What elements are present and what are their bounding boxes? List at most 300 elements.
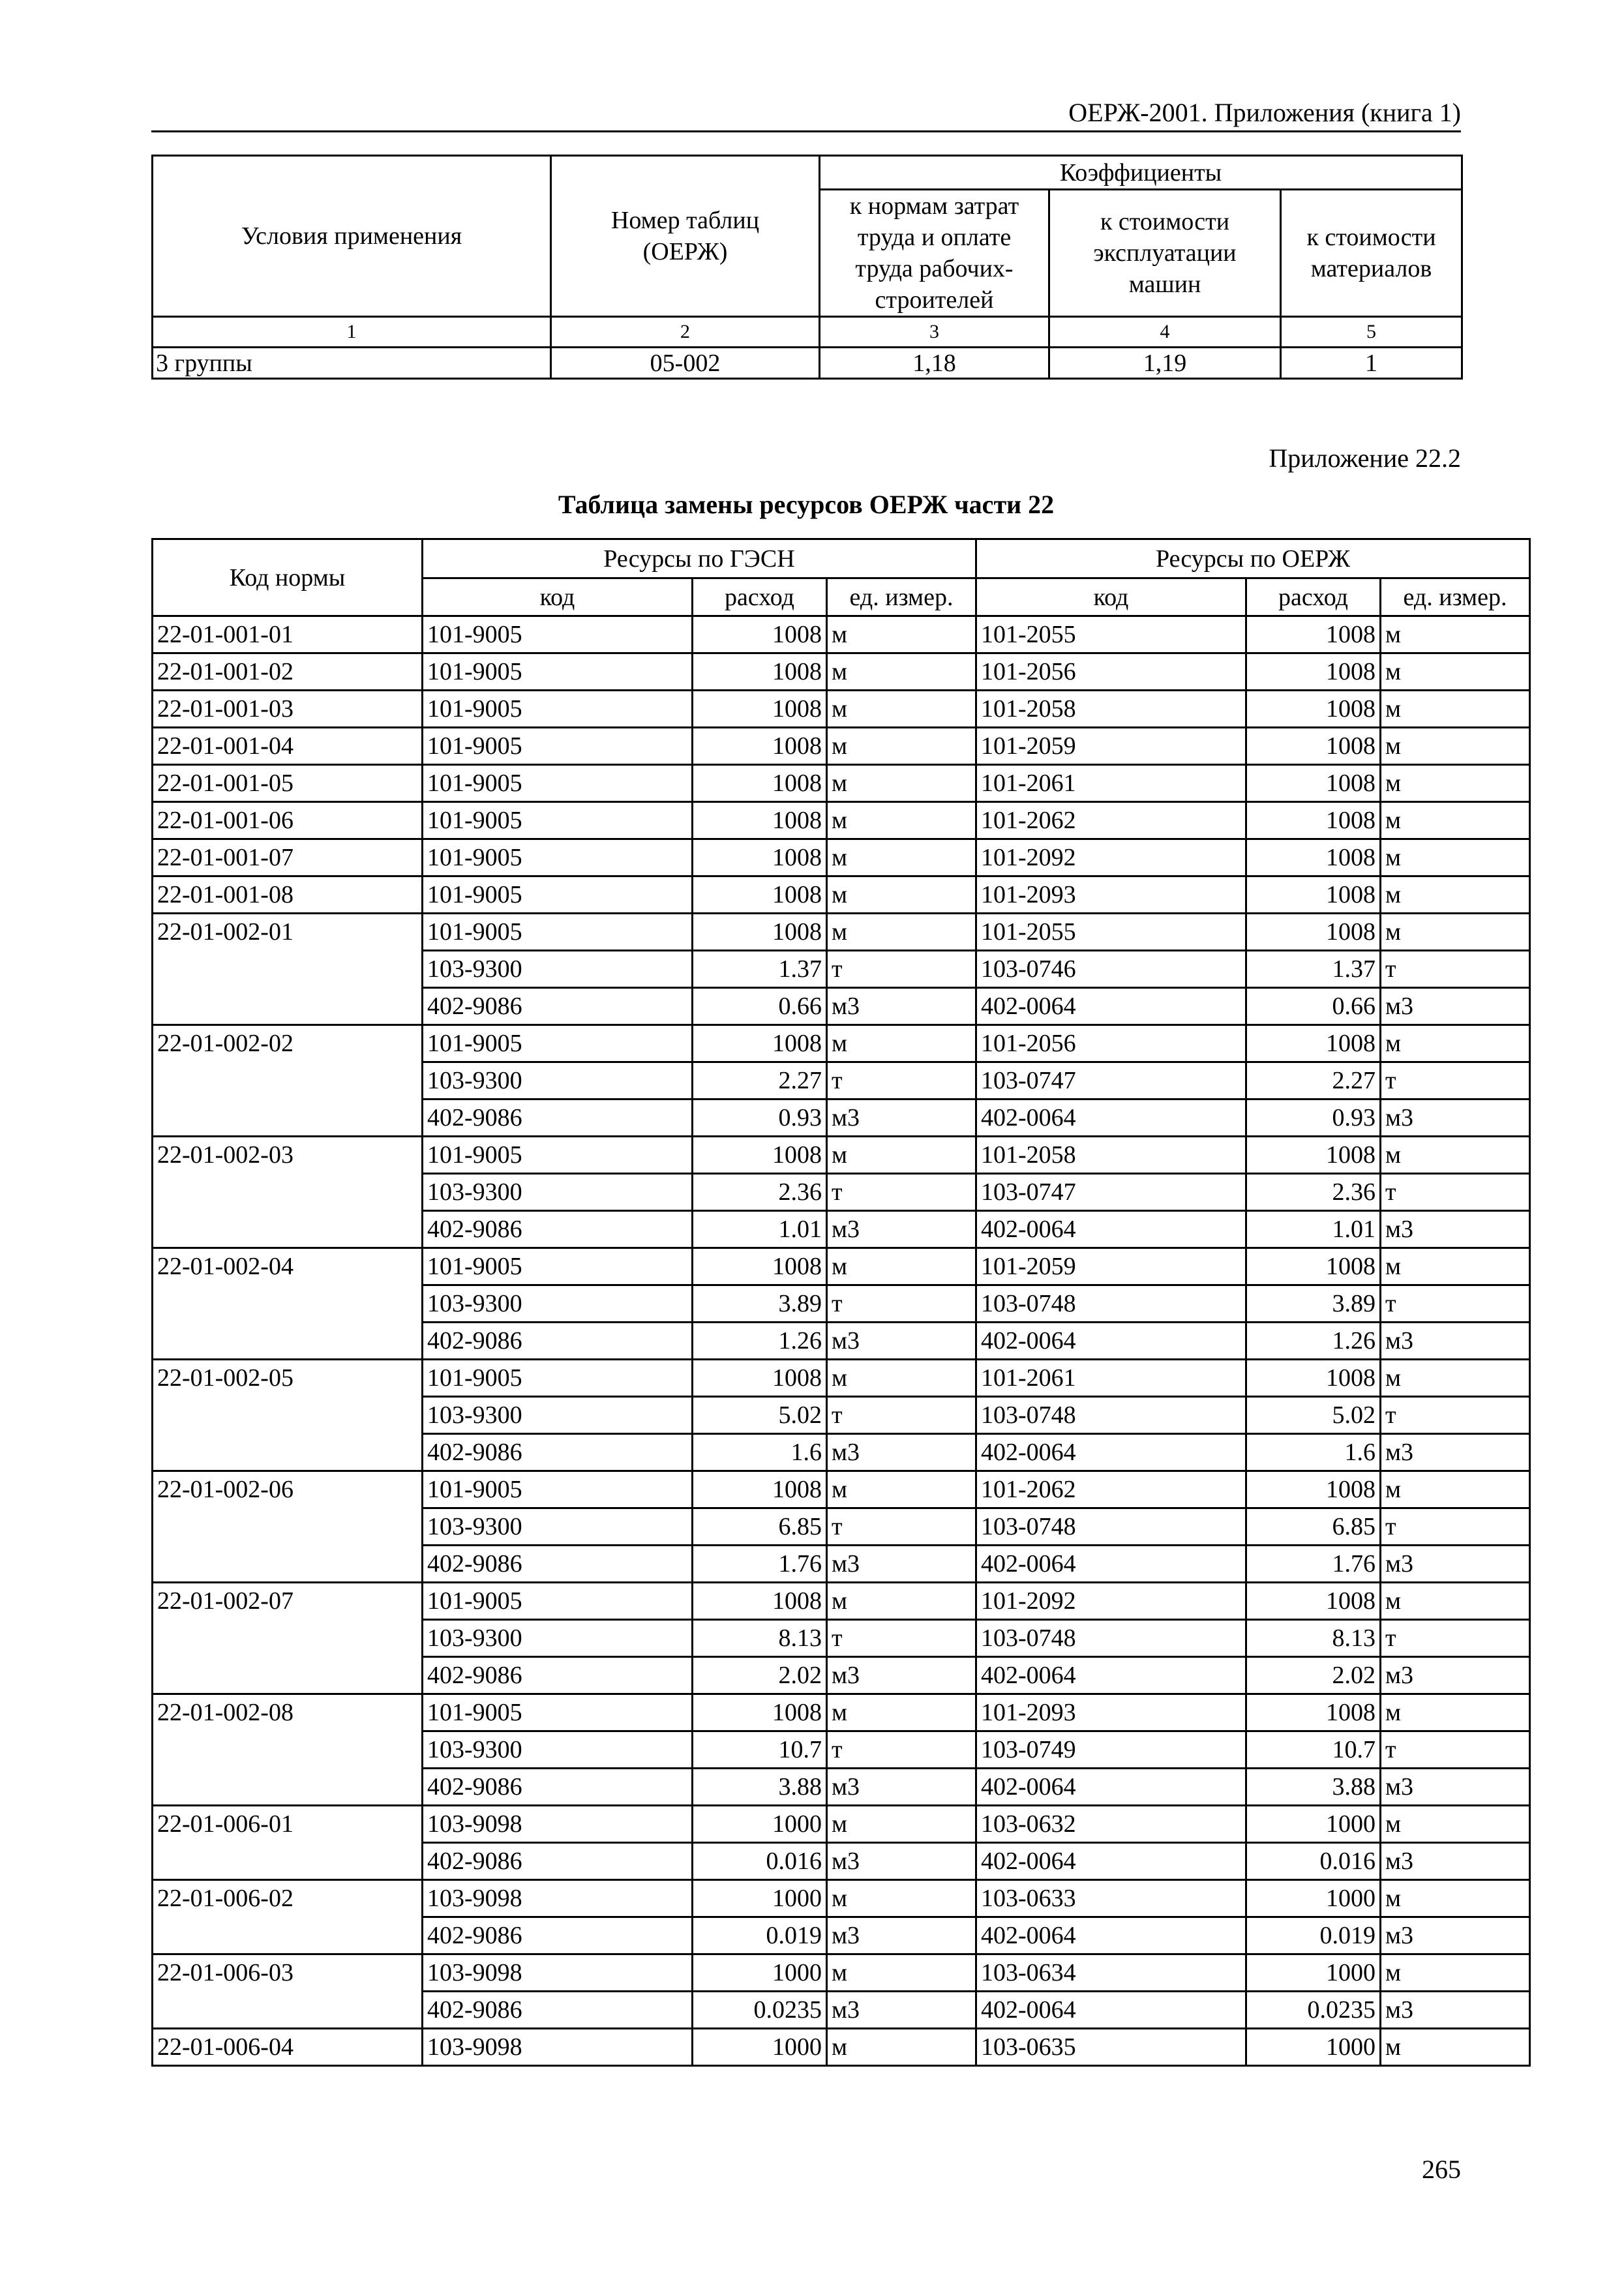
oerzh-rate-cell: 1008 — [1246, 1025, 1381, 1062]
norm-code-cell: 22-01-002-06 — [153, 1471, 423, 1583]
gesn-unit-cell: м3 — [827, 1992, 976, 2029]
oerzh-rate-cell: 1008 — [1246, 765, 1381, 802]
gesn-rate-cell: 1008 — [693, 1471, 827, 1508]
oerzh-unit-cell: т — [1381, 1508, 1530, 1546]
table-row — [153, 1248, 1530, 1285]
oerzh-rate-cell: 3.88 — [1246, 1769, 1381, 1806]
oerzh-rate-cell: 1008 — [1246, 1248, 1381, 1285]
gesn-rate-cell: 0.93 — [693, 1100, 827, 1137]
oerzh-rate-cell: 1008 — [1246, 876, 1381, 914]
table-row — [153, 839, 1530, 876]
gesn-rate-cell: 0.016 — [693, 1843, 827, 1880]
table-row — [153, 1471, 1530, 1508]
oerzh-rate-cell: 2.02 — [1246, 1657, 1381, 1694]
gesn-rate-cell: 1008 — [693, 728, 827, 765]
oerzh-rate-cell: 1008 — [1246, 914, 1381, 951]
table-row — [153, 802, 1530, 839]
gesn-rate-cell: 0.019 — [693, 1917, 827, 1954]
gesn-rate-cell: 1008 — [693, 616, 827, 653]
oerzh-rate-cell: 1000 — [1246, 2029, 1381, 2066]
gesn-unit-cell: м3 — [827, 1434, 976, 1471]
oerzh-unit-cell: м3 — [1381, 1769, 1530, 1806]
oerzh-unit-cell: м — [1381, 728, 1530, 765]
gesn-code-cell: 103-9098 — [423, 1880, 693, 1917]
gesn-code-cell: 402-9086 — [423, 1211, 693, 1248]
col-number: 3 — [820, 317, 1049, 348]
norm-code-cell: 22-01-001-06 — [153, 802, 423, 839]
col-number: 2 — [551, 317, 820, 348]
oerzh-code-cell: 103-0632 — [976, 1806, 1246, 1843]
oerzh-unit-cell: т — [1381, 1062, 1530, 1100]
oerzh-code-cell: 402-0064 — [976, 1434, 1246, 1471]
oerzh-code-cell: 101-2061 — [976, 1360, 1246, 1397]
table-row — [153, 765, 1530, 802]
gesn-unit-cell: т — [827, 951, 976, 988]
gesn-rate-cell: 2.27 — [693, 1062, 827, 1100]
oerzh-unit-cell: м3 — [1381, 1546, 1530, 1583]
oerzh-unit-cell: м — [1381, 653, 1530, 691]
norm-code-cell: 22-01-001-08 — [153, 876, 423, 914]
gesn-code-cell: 103-9300 — [423, 1508, 693, 1546]
oerzh-rate-cell: 2.36 — [1246, 1174, 1381, 1211]
norm-code-cell: 22-01-002-01 — [153, 914, 423, 1025]
gesn-code-cell: 101-9005 — [423, 1137, 693, 1174]
col-conditions-header: Условия применения — [153, 156, 551, 317]
gesn-code-cell: 103-9300 — [423, 1620, 693, 1657]
oerzh-code-cell: 103-0633 — [976, 1880, 1246, 1917]
gesn-rate-cell: 1000 — [693, 1880, 827, 1917]
oerzh-unit-cell: т — [1381, 1620, 1530, 1657]
oerzh-code-cell: 402-0064 — [976, 1546, 1246, 1583]
oerzh-unit-cell: м3 — [1381, 1657, 1530, 1694]
gesn-unit-cell: т — [827, 1731, 976, 1769]
norm-code-cell: 22-01-006-03 — [153, 1954, 423, 2029]
gesn-unit-cell: м — [827, 914, 976, 951]
oerzh-rate-cell: 1008 — [1246, 616, 1381, 653]
table-row — [153, 1954, 1530, 1992]
oerzh-code-cell: 402-0064 — [976, 1843, 1246, 1880]
gesn-code-cell: 402-9086 — [423, 1843, 693, 1880]
oerzh-rate-cell: 3.89 — [1246, 1285, 1381, 1323]
gesn-code-cell: 101-9005 — [423, 914, 693, 951]
norm-code-cell: 22-01-001-02 — [153, 653, 423, 691]
oerzh-unit-cell: м3 — [1381, 1843, 1530, 1880]
oerzh-rate-cell: 1000 — [1246, 1880, 1381, 1917]
table-row — [153, 1137, 1530, 1174]
gesn-rate-cell: 3.88 — [693, 1769, 827, 1806]
oerzh-unit-cell: м — [1381, 1471, 1530, 1508]
oerzh-unit-cell: м — [1381, 802, 1530, 839]
gesn-rate-cell: 3.89 — [693, 1285, 827, 1323]
oerzh-code-cell: 101-2093 — [976, 1694, 1246, 1731]
gesn-rate-cell: 1000 — [693, 1954, 827, 1992]
gesn-code-cell: 402-9086 — [423, 1100, 693, 1137]
oerzh-code-cell: 101-2092 — [976, 1583, 1246, 1620]
oerzh-rate-cell: 0.016 — [1246, 1843, 1381, 1880]
oerzh-rate-cell: 0.66 — [1246, 988, 1381, 1025]
gesn-code-cell: 101-9005 — [423, 1025, 693, 1062]
table-row — [153, 1880, 1530, 1917]
oerzh-unit-cell: м — [1381, 914, 1530, 951]
gesn-rate-cell: 1008 — [693, 1137, 827, 1174]
gesn-code-cell: 101-9005 — [423, 876, 693, 914]
table-row — [153, 1360, 1530, 1397]
gesn-rate-cell: 1008 — [693, 1360, 827, 1397]
oerzh-unit-header: ед. измер. — [1381, 578, 1530, 616]
gesn-unit-cell: м — [827, 765, 976, 802]
oerzh-rate-cell: 2.27 — [1246, 1062, 1381, 1100]
condition-cell: 3 группы — [153, 348, 551, 379]
oerzh-rate-cell: 1.6 — [1246, 1434, 1381, 1471]
oerzh-code-cell: 101-2062 — [976, 802, 1246, 839]
norm-code-cell: 22-01-006-01 — [153, 1806, 423, 1880]
gesn-unit-cell: м — [827, 1137, 976, 1174]
oerzh-rate-cell: 1008 — [1246, 691, 1381, 728]
oerzh-code-cell: 402-0064 — [976, 1992, 1246, 2029]
oerzh-unit-cell: м — [1381, 616, 1530, 653]
oerzh-code-cell: 402-0064 — [976, 988, 1246, 1025]
gesn-code-cell: 103-9300 — [423, 1397, 693, 1434]
oerzh-code-cell: 101-2056 — [976, 653, 1246, 691]
oerzh-code-header: код — [976, 578, 1246, 616]
gesn-code-cell: 101-9005 — [423, 1583, 693, 1620]
oerzh-code-cell: 103-0746 — [976, 951, 1246, 988]
gesn-rate-cell: 1008 — [693, 691, 827, 728]
oerzh-rate-cell: 10.7 — [1246, 1731, 1381, 1769]
gesn-unit-cell: т — [827, 1397, 976, 1434]
oerzh-rate-cell: 5.02 — [1246, 1397, 1381, 1434]
oerzh-rate-cell: 8.13 — [1246, 1620, 1381, 1657]
col-labor-header: к нормам затрат труда и оплате труда рабочих-строителей — [820, 190, 1049, 317]
oerzh-rate-cell: 1008 — [1246, 1137, 1381, 1174]
gesn-unit-cell: м — [827, 1694, 976, 1731]
gesn-code-cell: 103-9098 — [423, 1954, 693, 1992]
oerzh-rate-cell: 1008 — [1246, 728, 1381, 765]
gesn-code-cell: 103-9300 — [423, 1285, 693, 1323]
oerzh-unit-cell: м3 — [1381, 1323, 1530, 1360]
gesn-rate-cell: 8.13 — [693, 1620, 827, 1657]
oerzh-unit-cell: т — [1381, 1731, 1530, 1769]
gesn-code-cell: 103-9300 — [423, 951, 693, 988]
gesn-rate-cell: 1008 — [693, 876, 827, 914]
gesn-unit-cell: м — [827, 1360, 976, 1397]
oerzh-unit-cell: т — [1381, 1285, 1530, 1323]
gesn-unit-cell: м3 — [827, 1917, 976, 1954]
oerzh-unit-cell: м — [1381, 691, 1530, 728]
resource-replacement-table — [151, 538, 1531, 2067]
gesn-rate-cell: 1008 — [693, 765, 827, 802]
gesn-rate-cell: 1.6 — [693, 1434, 827, 1471]
norm-code-cell: 22-01-002-03 — [153, 1137, 423, 1248]
oerzh-code-cell: 103-0635 — [976, 2029, 1246, 2066]
oerzh-unit-cell: м — [1381, 876, 1530, 914]
oerzh-code-cell: 103-0747 — [976, 1062, 1246, 1100]
norm-code-cell: 22-01-001-04 — [153, 728, 423, 765]
gesn-rate-cell: 2.36 — [693, 1174, 827, 1211]
oerzh-code-cell: 103-0749 — [976, 1731, 1246, 1769]
col-materials-header: к стоимости материалов — [1281, 190, 1462, 317]
gesn-unit-cell: т — [827, 1620, 976, 1657]
table-row — [153, 914, 1530, 951]
oerzh-code-cell: 101-2061 — [976, 765, 1246, 802]
table-title: Таблица замены ресурсов ОЕРЖ части 22 — [558, 490, 1055, 519]
gesn-code-cell: 101-9005 — [423, 839, 693, 876]
gesn-unit-cell: м — [827, 2029, 976, 2066]
table-row — [153, 876, 1530, 914]
oerzh-code-cell: 101-2055 — [976, 914, 1246, 951]
gesn-unit-cell: м — [827, 691, 976, 728]
gesn-unit-cell: м3 — [827, 1323, 976, 1360]
gesn-code-header: код — [423, 578, 693, 616]
oerzh-code-cell: 101-2056 — [976, 1025, 1246, 1062]
gesn-rate-cell: 1008 — [693, 1248, 827, 1285]
oerzh-rate-cell: 1.37 — [1246, 951, 1381, 988]
table-row — [153, 1694, 1530, 1731]
table-row — [153, 1025, 1530, 1062]
gesn-rate-cell: 0.66 — [693, 988, 827, 1025]
oerzh-rate-cell: 1008 — [1246, 802, 1381, 839]
oerzh-rate-cell: 1008 — [1246, 653, 1381, 691]
col-number: 1 — [153, 317, 551, 348]
gesn-unit-cell: м — [827, 1471, 976, 1508]
gesn-code-cell: 103-9300 — [423, 1062, 693, 1100]
machines-coefficient-cell: 1,19 — [1049, 348, 1281, 379]
oerzh-code-cell: 402-0064 — [976, 1657, 1246, 1694]
oerzh-code-cell: 103-0747 — [976, 1174, 1246, 1211]
oerzh-rate-cell: 0.93 — [1246, 1100, 1381, 1137]
gesn-code-cell: 101-9005 — [423, 1360, 693, 1397]
gesn-rate-cell: 6.85 — [693, 1508, 827, 1546]
oerzh-unit-cell: м3 — [1381, 1992, 1530, 2029]
col-table-numbers-header: Номер таблиц (ОЕРЖ) — [551, 156, 820, 317]
oerzh-code-cell: 101-2059 — [976, 728, 1246, 765]
norm-code-cell: 22-01-001-07 — [153, 839, 423, 876]
gesn-unit-cell: м — [827, 728, 976, 765]
oerzh-rate-cell: 1008 — [1246, 1360, 1381, 1397]
gesn-code-cell: 101-9005 — [423, 1694, 693, 1731]
col-norm-code-header: Код нормы — [153, 539, 423, 616]
oerzh-code-cell: 402-0064 — [976, 1323, 1246, 1360]
gesn-unit-cell: т — [827, 1062, 976, 1100]
gesn-code-cell: 402-9086 — [423, 1434, 693, 1471]
gesn-unit-cell: м3 — [827, 988, 976, 1025]
gesn-unit-cell: м — [827, 1880, 976, 1917]
oerzh-code-cell: 101-2062 — [976, 1471, 1246, 1508]
gesn-rate-cell: 1008 — [693, 1025, 827, 1062]
gesn-rate-cell: 1000 — [693, 2029, 827, 2066]
oerzh-rate-cell: 1.26 — [1246, 1323, 1381, 1360]
gesn-code-cell: 101-9005 — [423, 728, 693, 765]
oerzh-unit-cell: м — [1381, 765, 1530, 802]
table-row — [153, 2029, 1530, 2066]
gesn-unit-cell: м — [827, 1248, 976, 1285]
col-machines-header: к стоимости эксплуатации машин — [1049, 190, 1281, 317]
table-row — [153, 616, 1530, 653]
norm-code-cell: 22-01-002-08 — [153, 1694, 423, 1806]
gesn-code-cell: 103-9300 — [423, 1174, 693, 1211]
oerzh-code-cell: 402-0064 — [976, 1211, 1246, 1248]
gesn-unit-cell: м — [827, 1583, 976, 1620]
oerzh-rate-header: расход — [1246, 578, 1381, 616]
oerzh-unit-cell: м3 — [1381, 1100, 1530, 1137]
oerzh-unit-cell: м — [1381, 1694, 1530, 1731]
table-row — [153, 1583, 1530, 1620]
header-rule — [151, 130, 1461, 132]
oerzh-code-cell: 402-0064 — [976, 1100, 1246, 1137]
oerzh-unit-cell: м3 — [1381, 1434, 1530, 1471]
oerzh-unit-cell: м — [1381, 1806, 1530, 1843]
gesn-rate-cell: 1.37 — [693, 951, 827, 988]
oerzh-rate-cell: 1008 — [1246, 1583, 1381, 1620]
gesn-code-cell: 101-9005 — [423, 1248, 693, 1285]
oerzh-unit-cell: м — [1381, 839, 1530, 876]
gesn-unit-cell: м — [827, 802, 976, 839]
oerzh-rate-cell: 1.76 — [1246, 1546, 1381, 1583]
page-number: 265 — [1422, 2155, 1461, 2184]
oerzh-unit-cell: м3 — [1381, 1211, 1530, 1248]
gesn-rate-header: расход — [693, 578, 827, 616]
oerzh-rate-cell: 1.01 — [1246, 1211, 1381, 1248]
norm-code-cell: 22-01-002-04 — [153, 1248, 423, 1360]
gesn-unit-cell: м — [827, 653, 976, 691]
oerzh-unit-cell: м — [1381, 1954, 1530, 1992]
appendix-label: Приложение 22.2 — [1269, 443, 1461, 473]
oerzh-code-cell: 103-0748 — [976, 1508, 1246, 1546]
col-number: 4 — [1049, 317, 1281, 348]
table-row — [153, 653, 1530, 691]
oerzh-unit-cell: м — [1381, 1025, 1530, 1062]
gesn-rate-cell: 5.02 — [693, 1397, 827, 1434]
oerzh-code-cell: 402-0064 — [976, 1917, 1246, 1954]
gesn-rate-cell: 10.7 — [693, 1731, 827, 1769]
oerzh-rate-cell: 1008 — [1246, 1471, 1381, 1508]
norm-code-cell: 22-01-002-05 — [153, 1360, 423, 1471]
norm-code-cell: 22-01-001-03 — [153, 691, 423, 728]
gesn-rate-cell: 1008 — [693, 914, 827, 951]
gesn-unit-header: ед. измер. — [827, 578, 976, 616]
gesn-code-cell: 101-9005 — [423, 616, 693, 653]
oerzh-unit-cell: т — [1381, 1397, 1530, 1434]
gesn-code-cell: 402-9086 — [423, 1546, 693, 1583]
oerzh-rate-cell: 1008 — [1246, 1694, 1381, 1731]
oerzh-unit-cell: м — [1381, 2029, 1530, 2066]
oerzh-unit-cell: т — [1381, 951, 1530, 988]
oerzh-unit-cell: м — [1381, 1137, 1530, 1174]
oerzh-unit-cell: м — [1381, 1360, 1530, 1397]
oerzh-rate-cell: 6.85 — [1246, 1508, 1381, 1546]
gesn-code-cell: 101-9005 — [423, 802, 693, 839]
gesn-unit-cell: м — [827, 616, 976, 653]
gesn-rate-cell: 1.01 — [693, 1211, 827, 1248]
gesn-code-cell: 402-9086 — [423, 988, 693, 1025]
oerzh-code-cell: 103-0748 — [976, 1397, 1246, 1434]
labor-coefficient-cell: 1,18 — [820, 348, 1049, 379]
oerzh-code-cell: 103-0748 — [976, 1620, 1246, 1657]
gesn-code-cell: 402-9086 — [423, 1917, 693, 1954]
oerzh-group-header: Ресурсы по ОЕРЖ — [976, 539, 1530, 578]
oerzh-unit-cell: м — [1381, 1880, 1530, 1917]
gesn-code-cell: 101-9005 — [423, 691, 693, 728]
gesn-unit-cell: м — [827, 1806, 976, 1843]
gesn-unit-cell: м — [827, 839, 976, 876]
gesn-code-cell: 402-9086 — [423, 1992, 693, 2029]
oerzh-rate-cell: 0.019 — [1246, 1917, 1381, 1954]
gesn-unit-cell: т — [827, 1174, 976, 1211]
oerzh-code-cell: 402-0064 — [976, 1769, 1246, 1806]
gesn-code-cell: 103-9098 — [423, 1806, 693, 1843]
gesn-rate-cell: 2.02 — [693, 1657, 827, 1694]
norm-code-cell: 22-01-006-02 — [153, 1880, 423, 1954]
table-row — [153, 691, 1530, 728]
oerzh-code-cell: 103-0748 — [976, 1285, 1246, 1323]
table-row — [153, 1806, 1530, 1843]
gesn-rate-cell: 1008 — [693, 802, 827, 839]
oerzh-unit-cell: т — [1381, 1174, 1530, 1211]
resource-table-body — [153, 616, 1530, 2066]
gesn-rate-cell: 1000 — [693, 1806, 827, 1843]
gesn-unit-cell: м3 — [827, 1546, 976, 1583]
gesn-unit-cell: т — [827, 1508, 976, 1546]
running-header: ОЕРЖ-2001. Приложения (книга 1) — [1068, 98, 1461, 127]
gesn-code-cell: 402-9086 — [423, 1769, 693, 1806]
oerzh-code-cell: 101-2055 — [976, 616, 1246, 653]
gesn-unit-cell: м — [827, 1025, 976, 1062]
gesn-unit-cell: м3 — [827, 1211, 976, 1248]
oerzh-code-cell: 101-2092 — [976, 839, 1246, 876]
gesn-rate-cell: 1008 — [693, 1694, 827, 1731]
norm-code-cell: 22-01-002-07 — [153, 1583, 423, 1694]
materials-coefficient-cell: 1 — [1281, 348, 1462, 379]
oerzh-unit-cell: м3 — [1381, 1917, 1530, 1954]
oerzh-code-cell: 103-0634 — [976, 1954, 1246, 1992]
gesn-code-cell: 402-9086 — [423, 1323, 693, 1360]
gesn-code-cell: 101-9005 — [423, 653, 693, 691]
table-number-cell: 05-002 — [551, 348, 820, 379]
gesn-rate-cell: 0.0235 — [693, 1992, 827, 2029]
oerzh-rate-cell: 1008 — [1246, 839, 1381, 876]
oerzh-unit-cell: м3 — [1381, 988, 1530, 1025]
gesn-rate-cell: 1008 — [693, 839, 827, 876]
gesn-unit-cell: м — [827, 876, 976, 914]
col-number: 5 — [1281, 317, 1462, 348]
gesn-code-cell: 103-9300 — [423, 1731, 693, 1769]
gesn-unit-cell: м — [827, 1954, 976, 1992]
norm-code-cell: 22-01-001-01 — [153, 616, 423, 653]
gesn-unit-cell: м3 — [827, 1657, 976, 1694]
gesn-rate-cell: 1.76 — [693, 1546, 827, 1583]
gesn-code-cell: 101-9005 — [423, 765, 693, 802]
oerzh-code-cell: 101-2059 — [976, 1248, 1246, 1285]
norm-code-cell: 22-01-001-05 — [153, 765, 423, 802]
gesn-unit-cell: т — [827, 1285, 976, 1323]
gesn-code-cell: 402-9086 — [423, 1657, 693, 1694]
oerzh-unit-cell: м — [1381, 1248, 1530, 1285]
oerzh-code-cell: 101-2093 — [976, 876, 1246, 914]
gesn-group-header: Ресурсы по ГЭСН — [423, 539, 976, 578]
coefficients-table — [151, 155, 1463, 380]
table-row — [153, 728, 1530, 765]
gesn-rate-cell: 1008 — [693, 1583, 827, 1620]
gesn-rate-cell: 1008 — [693, 653, 827, 691]
coefficients-group-header: Коэффициенты — [820, 156, 1462, 190]
gesn-unit-cell: м3 — [827, 1100, 976, 1137]
gesn-unit-cell: м3 — [827, 1843, 976, 1880]
norm-code-cell: 22-01-006-04 — [153, 2029, 423, 2066]
oerzh-code-cell: 101-2058 — [976, 691, 1246, 728]
oerzh-rate-cell: 1000 — [1246, 1954, 1381, 1992]
oerzh-rate-cell: 0.0235 — [1246, 1992, 1381, 2029]
gesn-code-cell: 101-9005 — [423, 1471, 693, 1508]
